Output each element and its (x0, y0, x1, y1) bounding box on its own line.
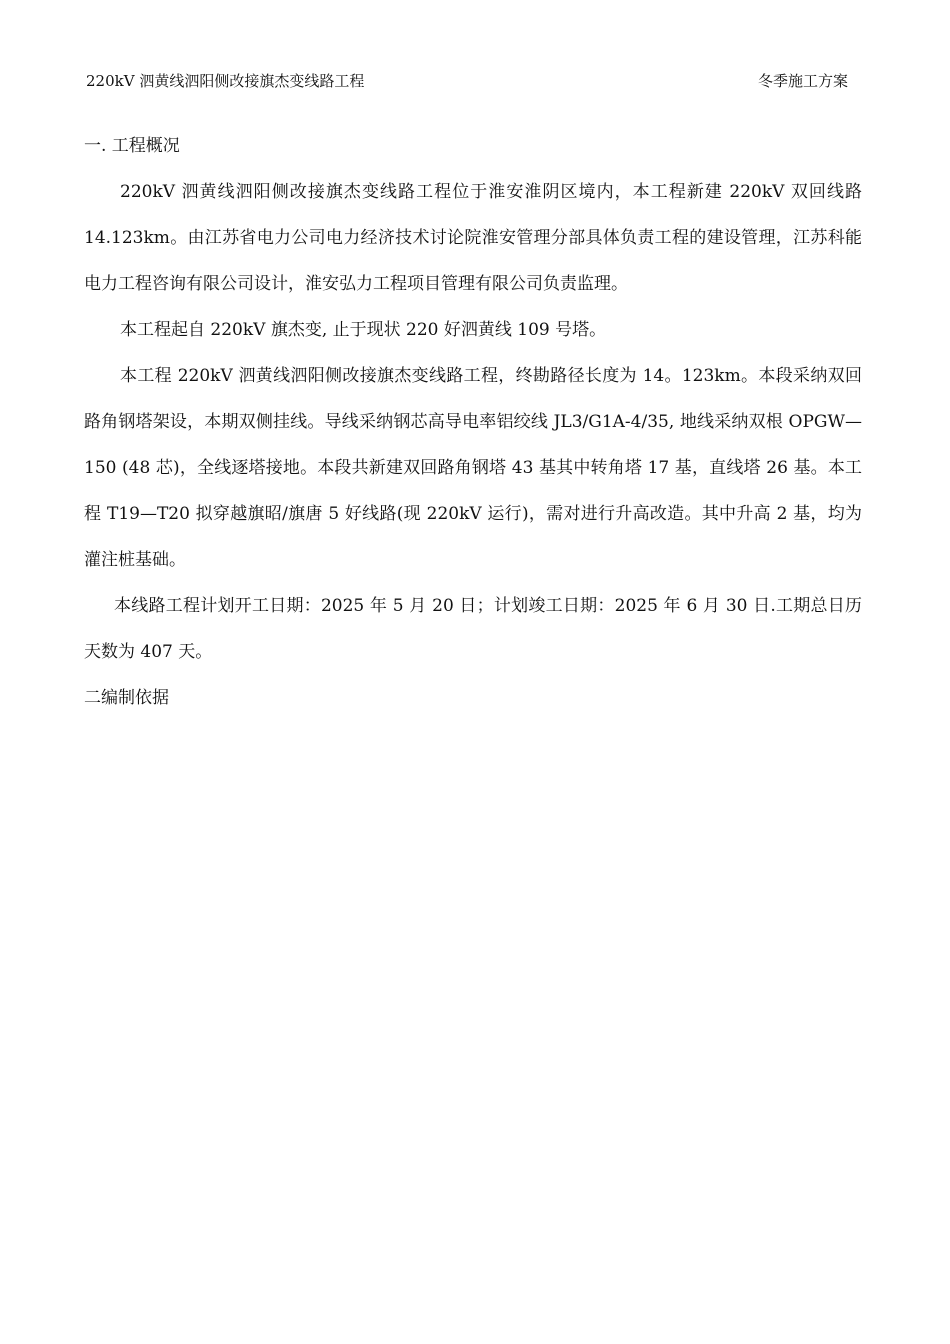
page-header (86, 70, 848, 92)
section-heading-overview: 一. 工程概况 (84, 136, 180, 156)
document-body (84, 123, 862, 721)
paragraph-schedule: 本线路工程计划开工日期：2025 年 5 月 20 日；计划竣工日期：2025 年 6 月 30 日.工期总日历天数为 407 天。 (84, 596, 862, 662)
paragraph-start-end: 本工程起自 220kV 旗杰变, 止于现状 220 好泗黄线 109 号塔。 (120, 320, 607, 340)
header-project-title: 220kV 泗黄线泗阳侧改接旗杰变线路工程 (86, 72, 365, 90)
section-heading-basis: 二编制依据 (84, 688, 169, 708)
header-document-type: 冬季施工方案 (757, 72, 848, 90)
paragraph-project-location: 220kV 泗黄线泗阳侧改接旗杰变线路工程位于淮安淮阴区境内，本工程新建 220kV 双回线路 14.123km。由江苏省电力公司电力经济技术讨论院淮安管理分部具体负责工程的建设管理，江苏科能电力工程咨询有限公司设计，淮安弘力工程项目管理有限公司负责监理。 (84, 182, 862, 294)
paragraph-technical-details: 本工程 220kV 泗黄线泗阳侧改接旗杰变线路工程，终勘路径长度为 14。123km。本段采纳双回路角钢塔架设，本期双侧挂线。导线采纳钢芯高导电率铝绞线 JL3/G1A-4/35, 地线采纳双根 OPGW—150 (48 芯)，全线逐塔接地。本段共新建双回路角钢塔 43 基其中转角塔 17 基，直线塔 26 基。本工程 T19—T20 拟穿越旗昭/旗唐 5 好线路(现 220kV 运行)，需对进行升高改造。其中升高 2 基，均为灌注桩基础。 (84, 366, 862, 570)
